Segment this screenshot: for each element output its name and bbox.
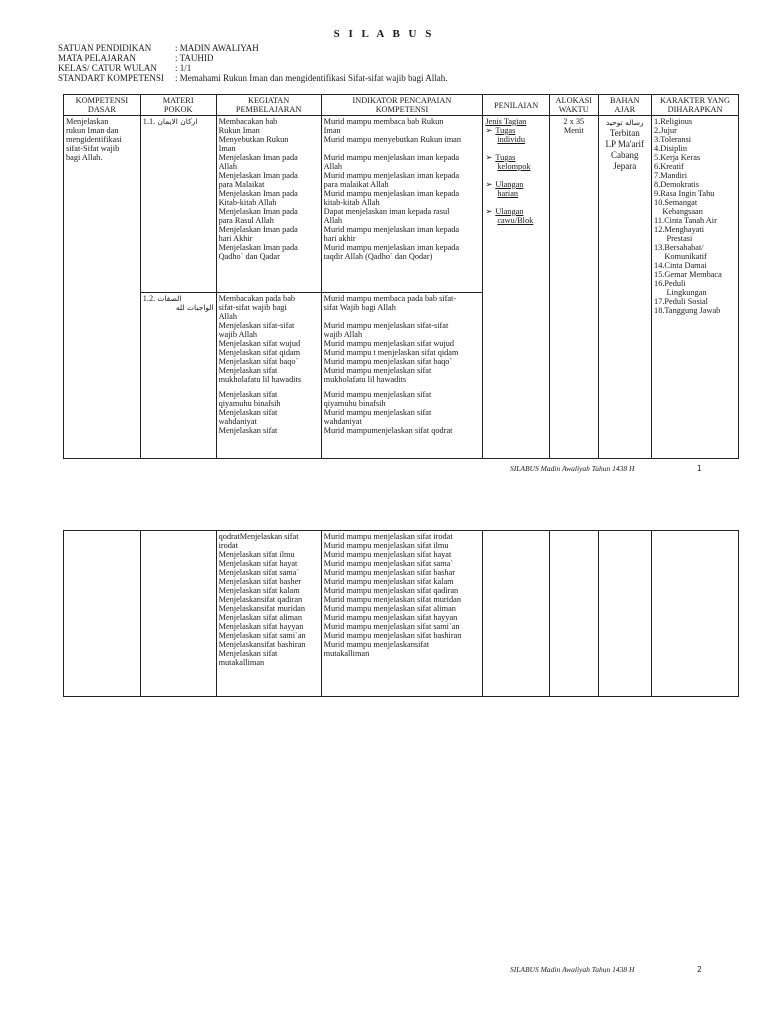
cell-kegiatan-cont: qodratMenjelaskan sifat irodat Menjelaskan sifat ilmu Menjelaskan sifat hayat Menjelaskan sifat sama` Menjelaskan sifat basher Menjelaskan sifat kalam Menjelaskansifat qadiran Menjelaskansifat muridan Menjelaskan sifat aliman Menjelaskan sifat hayyan Menjelaskan sifat sami`an Menjelaskansifat bashiran Menjelaskan sifat mutakalliman [216, 531, 321, 697]
header-karakter: KARAKTER YANG DIHARAPKAN [652, 95, 739, 116]
meta-value: : MADIN AWALIYAH [175, 43, 259, 53]
header-kegiatan: KEGIATAN PEMBELAJARAN [216, 95, 321, 116]
footer-page-2: SILABUS Madin Awaliyah Tahun 1438 H [510, 965, 635, 974]
arrow-bullet-icon: ➢ [485, 126, 493, 135]
penilaian-item: ➢ Tugas kelompok [485, 153, 531, 171]
syllabus-table-page-1 [63, 94, 739, 459]
cell-indikator-1: Murid mampu membaca bab Rukun Iman Murid mampu menyebutkan Rukun iman Murid mampu menjelaskan iman kepada Allah Murid mampu menjelaskan iman kepada para malaikat Allah Murid mampu menjelaskan iman kepada kitab-kitab Allah Dapat menjelaskan iman kepada rasul Allah Murid mampu menjelaskan iman kepada hari akhir Murid mampu menjelaskan iman kepada taqdir Allah (Qadho` dan Qodar) [321, 116, 483, 293]
cell-kegiatan-2: Membacakan pada bab sifat-sifat wajib bagi Allah Menjelaskan sifat-sifat wajib Allah Menjelaskan sifat wujud Menjelaskan sifat qidam Menjelaskan sifat baqo` Menjelaskan sifat mukholafatu lil hawadits Menjelaskan sifat qiyamuhu binafsih Menjelaskan sifat wahdaniyat Menjelaskan sifat [216, 293, 321, 459]
header-indikator: INDIKATOR PENCAPAIAN KOMPETENSI [321, 95, 483, 116]
meta-value: : 1/1 [175, 63, 192, 73]
cell-karakter: 1.Religious 2.Jujur 3.Toleransi 4.Disiplin 5.Kerja Keras 6.Kreatif 7.Mandiri 8.Demokratis 9.Rasa Ingin Tahu 10.Semangat Kebangsaan 11.Cinta Tanah Air 12.Menghayati Prestasi 13.Bersahabat/ Komunikatif 14.Cinta Damai 15.Gemar Membaca 16.Peduli Lingkungan 17.Peduli Sosial 18.Tanggung Jawab [652, 116, 739, 459]
penilaian-item: ➢ Ulangan harian [485, 180, 524, 198]
cell-bahan-cont [598, 531, 652, 697]
cell-penilaian-cont [483, 531, 550, 697]
cell-kompetensi-dasar-cont [64, 531, 141, 697]
arrow-bullet-icon: ➢ [485, 207, 493, 216]
syllabus-meta [58, 43, 718, 85]
page-number-2: 2 [697, 965, 702, 974]
meta-value: : TAUHID [175, 53, 214, 63]
meta-label: KELAS/ CATUR WULAN [58, 63, 157, 73]
cell-bahan-ajar: رساله توحيد Terbitan LP Ma'arif Cabang Jepara [598, 116, 652, 459]
cell-materi-2: 1.2. الصفات الواجبات لله [140, 293, 216, 459]
header-bahan-ajar: BAHAN AJAR [598, 95, 652, 116]
cell-materi-cont [140, 531, 216, 697]
header-materi-pokok: MATERI POKOK [140, 95, 216, 116]
cell-indikator-cont: Murid mampu menjelaskan sifat irodat Murid mampu menjelaskan sifat ilmu Murid mampu menjelaskan sifat hayat Murid mampu menjelaskan sifat sama` Murid mampu menjelaskan sifat bashar Murid mampu menjelaskan sifat kalam Murid mampu menjelaskan sifat qadiran Murid mampu menjelaskan sifat muridan Murid mampu menjelaskan sifat aliman Murid mampu menjelaskan sifat hayyan Murid mampu menjelaskan sifat sami`an Murid mampu menjelaskan sifat bashiran Murid mampu menjelaskansifat mutakalliman [321, 531, 483, 697]
cell-kompetensi-dasar: Menjelaskan rukun Iman dan mengidentifikasi sifat-Sifat wajib bagi Allah. [64, 116, 141, 459]
cell-indikator-2: Murid mampu membaca pada bab sifat- sifat Wajib bagi Allah Murid mampu menjelaskan sifat-sifat wajib Allah Murid mampu menjelaskan sifat wujud Murid mampu t menjelaskan sifat qidam Murid mampu menjelaskan sifat baqo` Murid mampu menjelaskan sifat mukholafatu lil hawadits Murid mampu menjelaskan sifat qiyamuhu binafsih Murid mampu menjelaskan sifat wahdaniyat Murid mampumenjelaskan sifat qodrat [321, 293, 483, 459]
meta-label: SATUAN PENDIDIKAN [58, 43, 152, 53]
document-title: S I L A B U S [333, 28, 435, 40]
cell-alokasi-cont [550, 531, 599, 697]
header-kompetensi-dasar: KOMPETENSI DASAR [64, 95, 141, 116]
arrow-bullet-icon: ➢ [485, 153, 493, 162]
penilaian-item: ➢ Ulangan cawu/Blok [485, 207, 534, 225]
header-penilaian: PENILAIAN [483, 95, 550, 116]
header-alokasi: ALOKASI WAKTU [550, 95, 599, 116]
syllabus-table-page-2 [63, 530, 739, 697]
cell-kegiatan-1: Membacakan bab Rukun Iman Menyebutkan Rukun Iman Menjelaskan Iman pada Allah Menjelaskan Iman pada para Malaikat Menjelaskan Iman pada Kitab-kitab Allah Menjelaskan Iman pada para Rasul Allah Menjelaskan Iman pada hari Akhir Menjelaskan Iman pada Qadho` dan Qadar [216, 116, 321, 293]
meta-label: STANDART KOMPETENSI [58, 73, 164, 83]
cell-alokasi: 2 x 35 Menit [550, 116, 599, 459]
penilaian-item: ➢ Tugas individu [485, 126, 525, 144]
page-number-1: 1 [697, 464, 702, 473]
cell-penilaian: Jenis Tagian ➢ Tugas individu ➢ Tugas kelompok ➢ Ulangan harian ➢ Ulangan cawu/Blok [483, 116, 550, 459]
cell-materi-1: 1.1. اركان الايمان [140, 116, 216, 293]
cell-karakter-cont [652, 531, 739, 697]
footer-page-1: SILABUS Madin Awaliyah Tahun 1438 H [510, 464, 635, 473]
meta-label: MATA PELAJARAN [58, 53, 137, 63]
meta-value: : Memahami Rukun Iman dan mengidentifikasi Sifat-sifat wajib bagi Allah. [175, 73, 448, 83]
arrow-bullet-icon: ➢ [485, 180, 493, 189]
